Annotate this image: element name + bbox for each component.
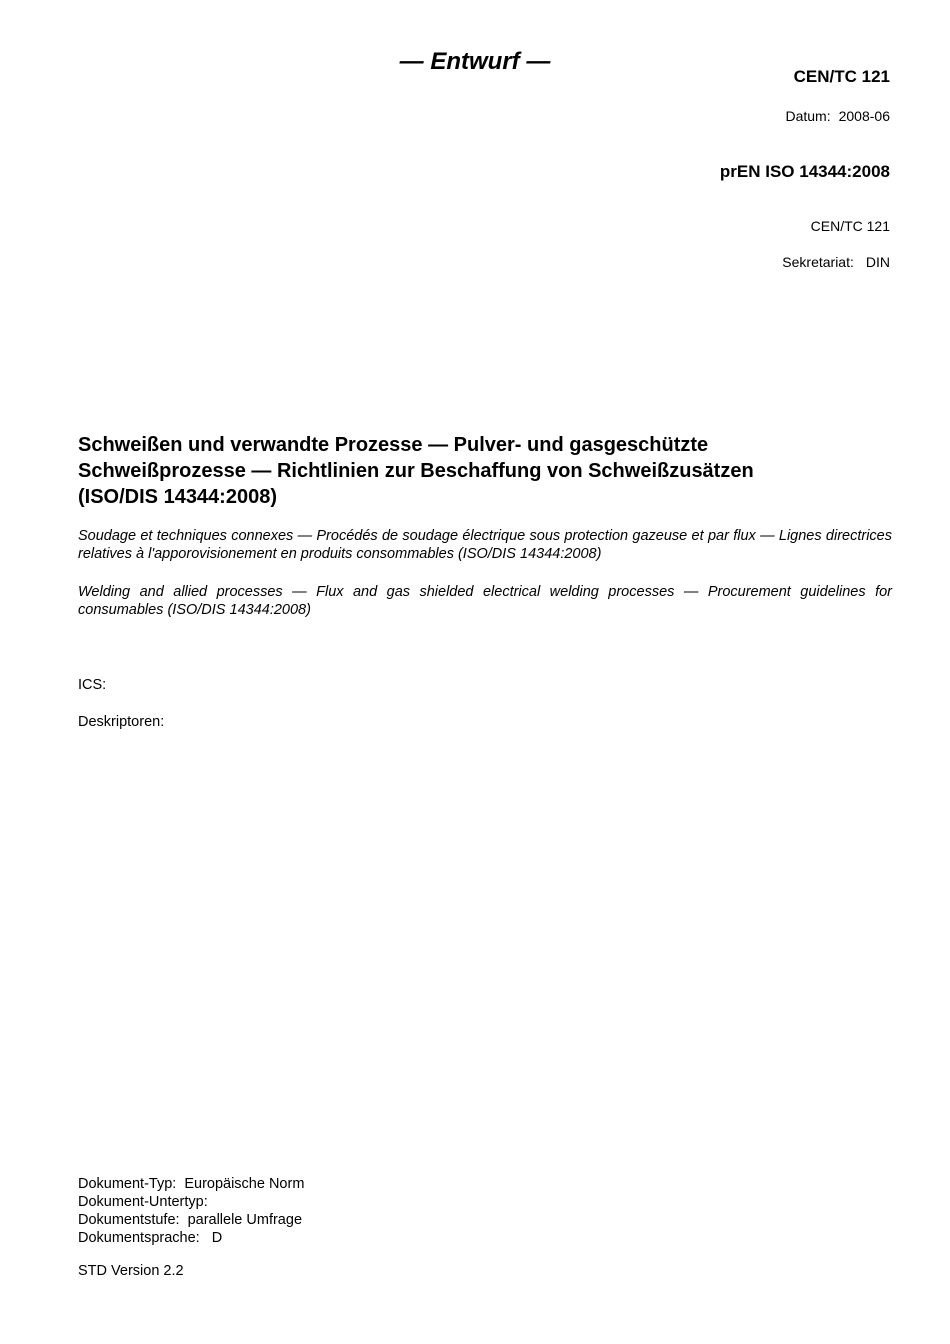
doc-type-value: Europäische Norm xyxy=(184,1176,305,1192)
date-value: 2008-06 xyxy=(838,108,890,124)
std-version: STD Version 2.2 xyxy=(78,1263,184,1279)
date-label: Datum: xyxy=(785,108,831,124)
doc-type-line xyxy=(78,1175,304,1193)
secretariat-line xyxy=(782,254,890,270)
document-number: prEN ISO 14344:2008 xyxy=(719,162,890,181)
french-title: Soudage et techniques connexes — Procédés de soudage électrique sous protection gazeuse et par flux — Lignes directrices relatives à l'apporovisionement en produits consommables (ISO/DIS 14344:2008) xyxy=(78,528,892,562)
doc-type-label: Dokument-Typ: xyxy=(78,1176,177,1192)
doc-subtype-line xyxy=(78,1193,304,1211)
doc-language-value: D xyxy=(211,1230,223,1246)
german-title-line: Schweißprozesse — Richtlinien zur Beschaffung von Schweißzusätzen xyxy=(78,460,754,482)
english-title: Welding and allied processes — Flux and gas shielded electrical welding processes — Procurement guidelines for consumables (ISO/DIS 14344:2008) xyxy=(78,584,892,618)
doc-stage-label: Dokumentstufe: xyxy=(78,1212,180,1228)
draft-label: — Entwurf — xyxy=(399,48,551,75)
secretariat-label: Sekretariat: xyxy=(782,254,854,270)
date-line xyxy=(785,108,890,124)
committee-heading: CEN/TC 121 xyxy=(793,67,890,86)
descriptors-label: Deskriptoren: xyxy=(78,714,165,730)
ics-label: ICS: xyxy=(78,677,107,693)
doc-language-label: Dokumentsprache: xyxy=(78,1230,200,1246)
german-title-line: (ISO/DIS 14344:2008) xyxy=(78,486,277,508)
committee-reference: CEN/TC 121 xyxy=(810,218,890,234)
secretariat-value: DIN xyxy=(865,254,890,270)
german-title xyxy=(78,432,892,510)
doc-stage-value: parallele Umfrage xyxy=(187,1212,303,1228)
german-title-line: Schweißen und verwandte Prozesse — Pulver- und gasgeschützte xyxy=(78,434,709,456)
doc-subtype-label: Dokument-Untertyp: xyxy=(78,1194,208,1210)
doc-language-line xyxy=(78,1229,304,1247)
document-metadata xyxy=(78,1175,304,1247)
doc-stage-line xyxy=(78,1211,304,1229)
